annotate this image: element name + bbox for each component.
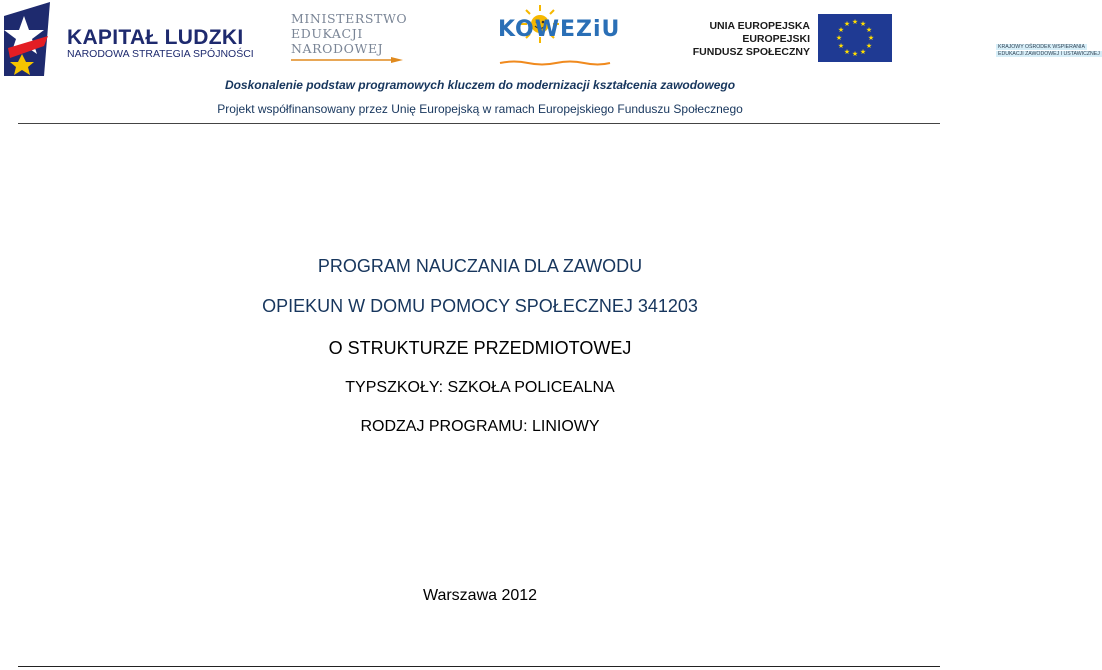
eu-flag-icon xyxy=(818,14,892,62)
svg-text:★: ★ xyxy=(859,20,867,28)
place-year: Warszawa 2012 xyxy=(422,587,538,604)
ministry-line-3: NARODOWEJ xyxy=(291,41,384,56)
svg-text:★: ★ xyxy=(837,42,845,50)
program-type: RODZAJ PROGRAMU: LINIOWY xyxy=(360,418,600,435)
program-heading: PROGRAM NAUCZANIA DLA ZAWODU xyxy=(317,256,643,276)
header-divider xyxy=(18,123,940,124)
kapital-ludzki-subtitle: NARODOWA STRATEGIA SPÓJNOŚCI xyxy=(67,48,254,60)
footer-divider xyxy=(18,666,940,667)
ministry-pen-icon xyxy=(291,56,403,64)
svg-text:★: ★ xyxy=(851,18,859,26)
project-title: Doskonalenie podstaw programowych kluczem do modernizacji kształcenia zawodowego xyxy=(224,78,736,92)
structure-title: O STRUKTURZE PRZEDMIOTOWEJ xyxy=(328,338,632,358)
koweziu-subtitle-1: KRAJOWY OŚRODEK WSPIERANIA xyxy=(998,44,1085,50)
svg-text:★: ★ xyxy=(859,48,867,56)
eu-line-3: FUNDUSZ SPOŁECZNY xyxy=(692,46,810,58)
eu-logo xyxy=(692,12,900,66)
svg-text:★: ★ xyxy=(867,34,875,42)
kapital-ludzki-star-icon xyxy=(4,2,60,76)
eu-line-1: UNIA EUROPEJSKA xyxy=(709,20,810,32)
cofinancing-note: Projekt współfinansowany przez Unię Europejską w ramach Europejskiego Funduszu Społecznego xyxy=(217,102,743,116)
svg-text:★: ★ xyxy=(851,50,859,58)
svg-text:★: ★ xyxy=(835,34,843,42)
profession-title: OPIEKUN W DOMU POMOCY SPOŁECZNEJ 341203 xyxy=(262,296,698,316)
svg-text:★: ★ xyxy=(837,26,845,34)
school-type: TYPSZKOŁY: SZKOŁA POLICEALNA xyxy=(345,379,615,396)
svg-text:★: ★ xyxy=(865,42,873,50)
koweziu-name: KOWEZiU xyxy=(498,17,621,42)
eu-line-2: EUROPEJSKI xyxy=(742,33,810,45)
koweziu-subtitle-2: EDUKACJI ZAWODOWEJ I USTAWICZNEJ xyxy=(998,51,1100,57)
koweziu-wave-icon xyxy=(500,60,610,66)
svg-text:★: ★ xyxy=(843,48,851,56)
kapital-ludzki-title: KAPITAŁ LUDZKI xyxy=(67,26,244,49)
ministry-line-1: MINISTERSTWO xyxy=(291,11,408,26)
svg-text:★: ★ xyxy=(843,20,851,28)
ministry-line-2: EDUKACJI xyxy=(291,26,363,41)
svg-text:★: ★ xyxy=(865,26,873,34)
kapital-ludzki-logo xyxy=(0,0,254,78)
ministry-logo xyxy=(285,6,415,68)
